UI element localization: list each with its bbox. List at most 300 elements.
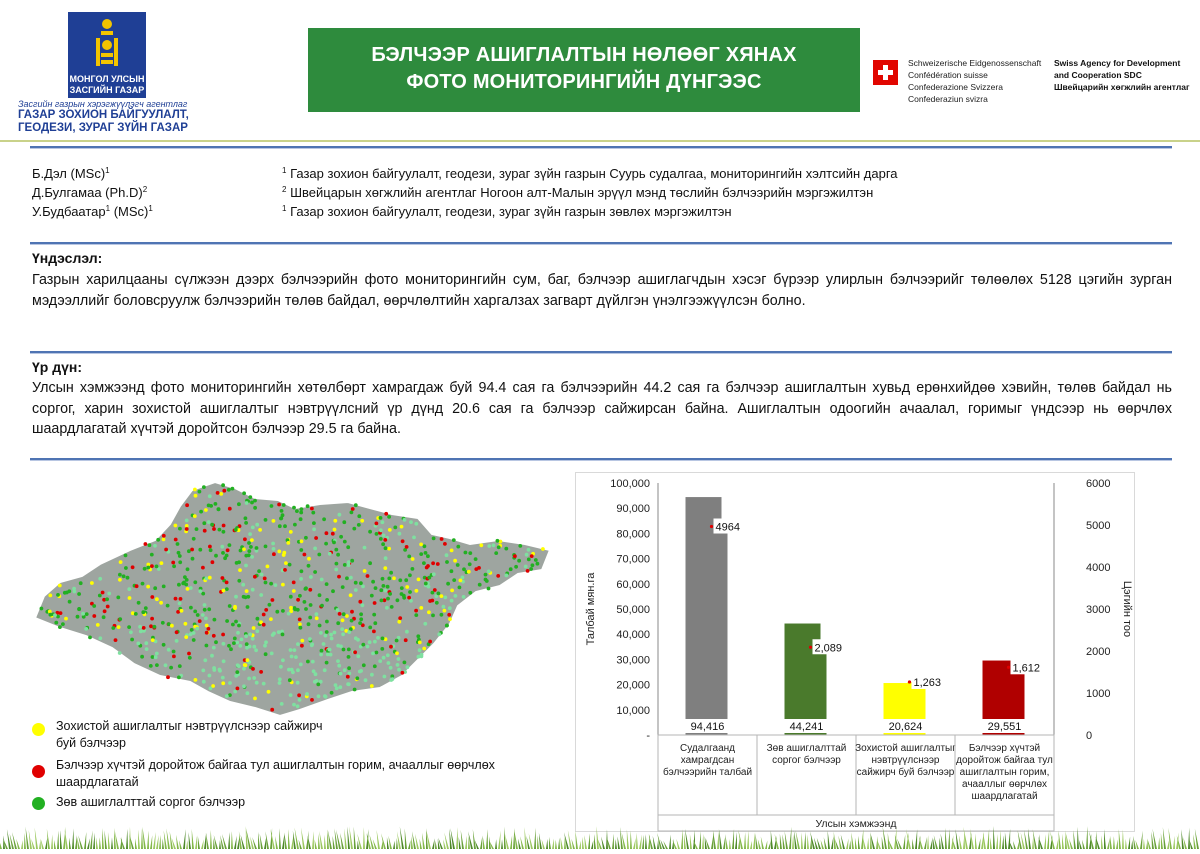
map-point xyxy=(450,569,454,573)
grass-blade xyxy=(579,841,581,849)
map-point xyxy=(290,655,294,659)
map-point xyxy=(234,674,238,678)
map-point xyxy=(418,648,422,652)
map-point xyxy=(440,594,444,598)
map-point xyxy=(150,553,154,557)
map-point xyxy=(336,621,340,625)
map-point xyxy=(436,562,440,566)
background-title: Үндэслэл: xyxy=(32,250,103,266)
map-point xyxy=(307,557,311,561)
grass-blade xyxy=(31,839,35,849)
map-point xyxy=(176,542,180,546)
grass-blade xyxy=(357,841,359,849)
grass-blade xyxy=(24,833,26,849)
bar-area-label: 20,624 xyxy=(888,721,923,733)
grass-blade xyxy=(1131,840,1133,849)
map-point xyxy=(64,617,68,621)
map-point xyxy=(307,622,311,626)
map-point xyxy=(178,527,182,531)
map-point xyxy=(368,561,372,565)
map-point xyxy=(426,554,430,558)
grass-blade xyxy=(529,833,533,849)
map-point xyxy=(226,548,230,552)
grass-blade xyxy=(765,840,767,849)
map-point xyxy=(249,545,253,549)
map-point xyxy=(484,573,488,577)
chart-svg xyxy=(576,473,1136,833)
map-point xyxy=(68,600,72,604)
grass-blade xyxy=(156,835,159,849)
grass-blade xyxy=(16,839,20,849)
map-point xyxy=(221,576,225,580)
grass-blade xyxy=(104,830,107,849)
map-point xyxy=(210,654,214,658)
map-point xyxy=(186,567,190,571)
map-point xyxy=(370,673,374,677)
map-point xyxy=(207,627,211,631)
map-point xyxy=(178,664,182,668)
map-point xyxy=(162,538,166,542)
map-point xyxy=(425,566,429,570)
divider-figures xyxy=(30,458,1172,460)
map-point xyxy=(389,645,393,649)
map-point xyxy=(59,611,63,615)
map-point xyxy=(397,668,401,672)
grass-blade xyxy=(1133,836,1136,849)
map-point xyxy=(299,511,303,515)
map-point xyxy=(92,604,96,608)
map-point xyxy=(320,649,324,653)
swiss-flag-icon xyxy=(873,60,898,85)
map-point xyxy=(198,589,202,593)
map-point xyxy=(338,685,342,689)
map-point xyxy=(459,579,463,583)
grass-blade xyxy=(513,828,515,849)
category-label: доройтож байгаа тул xyxy=(956,755,1053,766)
grass-blade xyxy=(1158,837,1160,849)
map-point xyxy=(295,509,299,513)
map-point xyxy=(382,584,386,588)
map-point xyxy=(40,607,44,611)
category-label: Зөв ашиглалттай xyxy=(766,743,847,754)
grass-blade xyxy=(1104,829,1106,849)
map-point xyxy=(427,610,431,614)
grass-blade xyxy=(486,829,488,849)
map-point xyxy=(296,668,300,672)
grass-blade xyxy=(633,838,636,849)
agency-name-line2: ГЕОДЕЗИ, ЗУРАГ ЗҮЙН ГАЗАР xyxy=(18,122,188,134)
grass-blade xyxy=(642,835,644,849)
map-point xyxy=(448,617,452,621)
grass-blade xyxy=(415,834,419,849)
map-point xyxy=(524,565,528,569)
grass-blade xyxy=(1173,836,1175,849)
map-point xyxy=(403,518,407,522)
map-point xyxy=(337,575,341,579)
grass-blade xyxy=(319,831,323,849)
map-point xyxy=(390,605,394,609)
grass-blade xyxy=(333,836,335,849)
map-point xyxy=(204,508,208,512)
map-point xyxy=(267,690,271,694)
map-point xyxy=(345,576,349,580)
grass-blade xyxy=(35,828,38,849)
map-point xyxy=(366,574,370,578)
grass-blade xyxy=(941,834,944,849)
map-point xyxy=(443,596,447,600)
affiliation-2: $^2$ Швейцарын хөгжлийн агентлаг Ногоон алт-Малын эрүүл мэнд төслийн бэлчээрийн мэргэжилтэн xyxy=(282,185,874,200)
map-point xyxy=(318,624,322,628)
map-point xyxy=(450,589,454,593)
grass-blade xyxy=(1116,840,1118,849)
map-point xyxy=(242,491,246,495)
map-point xyxy=(198,548,202,552)
map-point xyxy=(228,604,232,608)
grass-blade xyxy=(186,840,188,849)
map-point xyxy=(279,517,283,521)
grass-blade xyxy=(735,832,737,849)
map-point xyxy=(358,670,362,674)
map-point xyxy=(363,546,367,550)
map-point xyxy=(194,494,198,498)
map-point xyxy=(72,587,76,591)
grass-blade xyxy=(1017,841,1019,849)
map-point xyxy=(531,563,535,567)
map-point xyxy=(437,632,441,636)
map-point xyxy=(336,608,340,612)
map-point xyxy=(419,606,423,610)
grass-blade xyxy=(1140,831,1143,849)
map-point xyxy=(103,609,107,613)
map-point xyxy=(105,597,109,601)
map-point xyxy=(196,613,200,617)
grass-blade xyxy=(206,833,209,849)
map-point xyxy=(277,630,281,634)
map-point xyxy=(371,580,375,584)
grass-blade xyxy=(575,831,578,849)
map-point xyxy=(417,578,421,582)
map-point xyxy=(253,697,257,701)
map-point xyxy=(182,581,186,585)
map-point xyxy=(527,548,531,552)
map-point xyxy=(244,516,248,520)
map-point xyxy=(231,623,235,627)
map-point xyxy=(477,566,481,570)
grass-blade xyxy=(1167,840,1169,849)
grass-blade xyxy=(1125,839,1127,849)
map-point xyxy=(188,656,192,660)
map-point xyxy=(235,670,239,674)
map-point xyxy=(464,551,468,555)
map-point xyxy=(397,657,401,661)
map-point xyxy=(352,527,356,531)
map-point xyxy=(288,678,292,682)
grass-blade xyxy=(422,833,425,849)
map-point xyxy=(405,585,409,589)
map-point xyxy=(310,507,314,511)
map-point xyxy=(492,543,496,547)
map-point xyxy=(417,655,421,659)
map-point xyxy=(118,617,122,621)
map-point xyxy=(255,681,259,685)
map-point xyxy=(298,594,302,598)
grass-blade xyxy=(588,833,590,849)
grass-blade xyxy=(758,839,761,849)
map-point xyxy=(358,600,362,604)
map-point xyxy=(107,592,111,596)
grass-blade xyxy=(420,839,422,849)
grass-blade xyxy=(284,834,287,849)
map-point xyxy=(221,551,225,555)
map-point xyxy=(155,663,159,667)
y-axis-title: Талбай мян.га xyxy=(585,572,597,646)
map-point xyxy=(141,582,145,586)
grass-blade xyxy=(231,831,233,849)
map-point xyxy=(262,682,266,686)
grass-blade xyxy=(807,834,809,849)
grass-blade xyxy=(279,828,281,849)
agency-name-line1: ГАЗАР ЗОХИОН БАЙГУУЛАЛТ, xyxy=(18,109,189,121)
map-point xyxy=(142,626,146,630)
map-point xyxy=(201,669,205,673)
map-point xyxy=(264,608,268,612)
map-point xyxy=(325,661,329,665)
map-point xyxy=(467,570,471,574)
y-tick-label: 50,000 xyxy=(616,604,650,616)
map-point xyxy=(384,589,388,593)
map-point xyxy=(205,624,209,628)
map-point xyxy=(392,576,396,580)
grass-blade xyxy=(681,829,683,849)
map-point xyxy=(217,507,221,511)
map-point xyxy=(135,584,139,588)
map-point xyxy=(244,634,248,638)
map-point xyxy=(300,507,304,511)
grass-blade xyxy=(183,829,186,849)
map-point xyxy=(212,646,216,650)
grass-blade xyxy=(1161,833,1163,849)
map-point xyxy=(264,640,268,644)
map-point xyxy=(242,595,246,599)
map-point xyxy=(264,545,268,549)
grass-blade xyxy=(60,830,62,849)
map-point xyxy=(440,537,444,541)
map-point xyxy=(403,661,407,665)
bar-count xyxy=(710,527,728,735)
grass-blade xyxy=(782,834,785,849)
grass-blade xyxy=(57,831,59,849)
legend-red: Бэлчээр хүчтэй доройтож байгаа тул ашиглалтын горим, ачааллыг өөрчлөх шаардлагатай xyxy=(56,758,495,789)
grass-blade xyxy=(102,828,104,849)
grass-blade xyxy=(258,832,260,849)
map-point xyxy=(325,582,329,586)
map-point xyxy=(384,556,388,560)
grass-blade xyxy=(176,835,179,849)
grass-blade xyxy=(288,829,290,849)
map-point xyxy=(164,663,168,667)
map-point xyxy=(130,638,134,642)
map-point xyxy=(207,520,211,524)
map-point xyxy=(336,659,340,663)
map-point xyxy=(393,526,397,530)
map-point xyxy=(269,582,273,586)
map-point xyxy=(350,610,354,614)
map-point xyxy=(58,584,62,588)
grass-blade xyxy=(96,837,98,849)
grass-blade xyxy=(7,829,11,849)
map-point xyxy=(58,625,62,629)
map-point xyxy=(412,536,416,540)
map-point xyxy=(221,483,225,487)
map-point xyxy=(423,544,427,548)
grass-blade xyxy=(327,830,329,849)
map-point xyxy=(296,598,300,602)
map-point xyxy=(319,631,323,635)
grass-blade xyxy=(108,832,110,849)
grass-blade xyxy=(111,837,113,849)
map-point xyxy=(293,523,297,527)
map-point xyxy=(88,636,92,640)
map-point xyxy=(250,555,254,559)
map-point xyxy=(67,589,71,593)
grass-blade xyxy=(1188,828,1190,849)
grass-blade xyxy=(1113,836,1115,849)
map-point xyxy=(504,547,508,551)
map-point xyxy=(144,542,148,546)
map-point xyxy=(293,608,297,612)
map-point xyxy=(264,652,268,656)
grass-blade xyxy=(166,828,170,849)
legend-dot-red xyxy=(32,765,45,778)
map-point xyxy=(432,537,436,541)
map-point xyxy=(323,668,327,672)
map-point xyxy=(275,610,279,614)
map-point xyxy=(128,596,132,600)
map-point xyxy=(281,609,285,613)
map-point xyxy=(122,574,126,578)
map-point xyxy=(214,502,218,506)
map-point xyxy=(368,640,372,644)
map-point xyxy=(487,544,491,548)
map-point xyxy=(289,595,293,599)
map-point xyxy=(404,638,408,642)
map-point xyxy=(212,634,216,638)
map-point xyxy=(497,545,501,549)
grass-blade xyxy=(732,829,734,849)
grass-blade xyxy=(834,831,836,849)
map-point xyxy=(334,548,338,552)
map-point xyxy=(379,588,383,592)
map-point xyxy=(289,530,293,534)
map-point xyxy=(337,664,341,668)
grass-blade xyxy=(201,839,204,849)
swiss-name-rm: Confederaziun svizra xyxy=(908,94,988,104)
grass-blade xyxy=(596,826,599,849)
map-point xyxy=(244,554,248,558)
map-point xyxy=(171,561,175,565)
grass-blade xyxy=(449,829,452,849)
map-point xyxy=(346,675,350,679)
map-point xyxy=(278,681,282,685)
grass-blade xyxy=(126,829,128,849)
map-point xyxy=(361,603,365,607)
map-point xyxy=(366,645,370,649)
bar-count-label: 1,612 xyxy=(1012,662,1041,675)
map-point xyxy=(234,528,238,532)
grass-blade xyxy=(147,831,149,849)
grass-blade xyxy=(990,837,992,849)
map-point xyxy=(236,663,240,667)
map-point xyxy=(202,521,206,525)
map-point xyxy=(233,637,237,641)
category-label: сайжирч буй бэлчээр xyxy=(856,767,955,778)
map-point xyxy=(389,666,393,670)
map-point xyxy=(333,519,337,523)
map-point xyxy=(387,661,391,665)
bar-area-label: 44,241 xyxy=(789,721,824,733)
map-point xyxy=(299,548,303,552)
map-point xyxy=(252,645,256,649)
mongolia-map-svg xyxy=(30,478,558,718)
map-point xyxy=(422,647,426,651)
grass-blade xyxy=(501,839,503,849)
map-point xyxy=(389,571,393,575)
map-point xyxy=(187,549,191,553)
map-point xyxy=(313,547,317,551)
category-label: Бэлчээр хүчтэй xyxy=(968,743,1041,754)
map-point xyxy=(487,570,491,574)
grass-blade xyxy=(789,827,792,849)
map-point xyxy=(270,708,274,712)
grass-blade xyxy=(1163,827,1166,849)
map-point xyxy=(343,668,347,672)
grass-blade xyxy=(747,831,749,849)
map-point xyxy=(260,573,264,577)
map-point xyxy=(278,524,282,528)
map-point xyxy=(242,667,246,671)
grass-blade xyxy=(1044,834,1046,849)
map-point xyxy=(374,586,378,590)
map-point xyxy=(225,619,229,623)
grass-blade xyxy=(1047,830,1049,849)
map-point xyxy=(346,545,350,549)
grass-blade xyxy=(1195,829,1199,849)
poster-title xyxy=(308,28,860,112)
bar-count-marker xyxy=(809,646,812,649)
map-point xyxy=(194,678,198,682)
grass-blade xyxy=(25,827,29,849)
map-point xyxy=(153,586,157,590)
grass-blade xyxy=(498,831,501,849)
map-point xyxy=(299,626,303,630)
map-point xyxy=(199,510,203,514)
grass-blade xyxy=(219,840,221,849)
map-point xyxy=(114,638,118,642)
grass-blade xyxy=(648,834,650,849)
grass-blade xyxy=(771,830,773,849)
map-point xyxy=(242,684,246,688)
map-point xyxy=(61,622,65,626)
map-point xyxy=(384,512,388,516)
grass-blade xyxy=(817,838,821,849)
map-point xyxy=(397,620,401,624)
map-point xyxy=(354,503,358,507)
map-point xyxy=(144,606,148,610)
map-point xyxy=(351,507,355,511)
map-point xyxy=(468,591,472,595)
map-point xyxy=(205,631,209,635)
grass-blade xyxy=(993,826,995,849)
